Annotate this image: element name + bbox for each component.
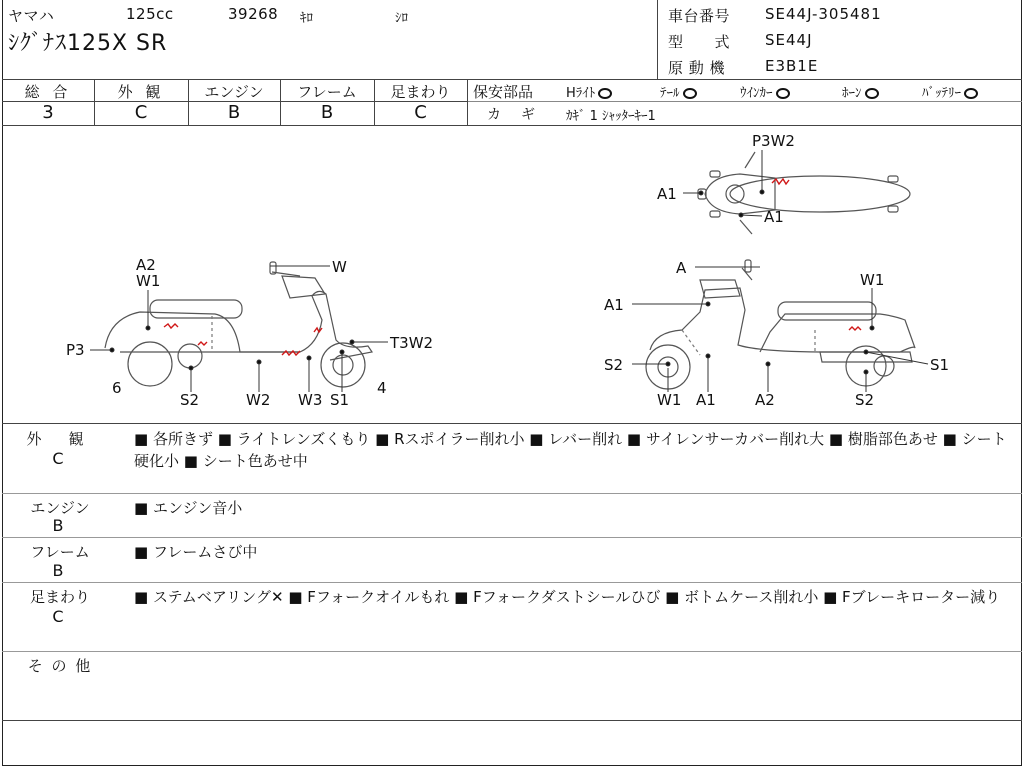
grade-header-frame: フレーム [297,83,357,101]
section-text-exterior: ■ 各所きず ■ ライトレンズくもり ■ Rスポイラー削れ小 ■ レバー削れ ■ サイレンサーカバー削れ大 ■ 樹脂部色あせ ■ シート硬化小 ■ シート色あせ中 [134,430,1007,470]
section-title-frame: フレーム [30,543,90,561]
displacement: 125cc [126,5,174,23]
diag-label: S2 [180,391,200,409]
section-grade-frame: B [52,561,64,580]
section-grade-exterior: C [52,449,64,468]
section-grade-suspension: C [52,607,64,626]
diag-label: W3 [298,391,323,409]
top-view-scooter-icon [698,152,910,234]
grade-header-engine: エンジン [204,83,264,101]
diag-label: W [332,258,347,276]
diag-label: S2 [855,391,875,409]
diag-label: W2 [246,391,271,409]
safety-item-winker: ｳｲﾝｶｰ [740,82,790,101]
diag-label: S1 [930,356,950,374]
section-title-engine: エンジン [30,499,90,517]
engine-label: 原 動 機 [668,59,726,77]
grade-header-exterior: 外 観 [117,83,165,101]
diag-label: A2 [755,391,775,409]
section-text-suspension: ■ ステムベアリング✕ ■ Fフォークオイルもれ ■ Fフォークダストシールひび ■ ボトムケース削れ小 ■ Fブレーキローター減り [134,588,1001,606]
grade-overall: 3 [42,102,54,123]
frame-no: SE44J-305481 [765,5,882,23]
grade-engine: B [227,102,241,123]
diag-label: T3W2 [390,334,434,352]
grade-header-overall: 総 合 [24,83,72,101]
model-name: ｼｸﾞﾅｽ125X SR [8,31,168,56]
damage-mark-icon [164,324,178,328]
diag-label: A1 [696,391,716,409]
diag-label: W1 [860,271,885,289]
diag-label: P3W2 [752,132,795,150]
color: ｼﾛ [395,11,408,26]
key-value: ｶｷﾞ 1 ｼｬｯﾀｰｷｰ1 [566,109,656,124]
key-label: カ ギ [487,107,538,123]
damage-diagram [0,125,1024,423]
engine: E3B1E [765,57,819,75]
section-text-frame: ■ フレームさび中 [134,543,258,561]
damage-mark-icon [849,327,861,330]
ok-mark-icon [776,88,790,99]
diag-label: S1 [330,391,350,409]
diag-label: 4 [377,379,387,397]
maker: ヤマハ [8,7,55,25]
ok-mark-icon [598,88,612,99]
damage-mark-icon [314,328,322,332]
diag-label: A [676,259,687,277]
safety-item-headlight: Hﾗｲﾄ [566,82,612,101]
safety-item-battery: ﾊﾞｯﾃﾘｰ [922,82,978,101]
ok-mark-icon [683,88,697,99]
section-title-other: そ の 他 [27,657,93,675]
diag-label: S2 [604,356,624,374]
diag-label: W1 [657,391,682,409]
grade-exterior: C [134,102,148,123]
diag-label: A1 [604,296,624,314]
ok-mark-icon [964,88,978,99]
damage-mark-icon [198,342,207,345]
diag-label: P3 [66,341,85,359]
mileage: 39268 [228,5,279,23]
grade-header-suspension: 足まわり [390,83,451,101]
section-grade-engine: B [52,516,64,535]
ok-mark-icon [865,88,879,99]
section-title-exterior: 外 観 [26,430,90,448]
safety-label: 保安部品 [473,83,534,101]
diag-label: A1 [657,185,677,203]
mileage-unit: ｷﾛ [300,11,313,26]
type-label: 型 式 [668,33,731,51]
frame-no-label: 車台番号 [668,7,731,25]
diag-label: A2 [136,256,156,274]
section-text-engine: ■ エンジン音小 [134,499,243,517]
grade-suspension: C [414,102,427,123]
diag-label: W1 [136,272,161,290]
diag-label: 6 [112,379,122,397]
grade-frame: B [320,102,334,123]
diag-label: A1 [764,208,784,226]
safety-item-tail: ﾃｰﾙ [660,82,697,101]
section-title-suspension: 足まわり [29,588,90,606]
safety-item-horn: ﾎｰﾝ [842,82,879,101]
type: SE44J [765,31,813,49]
